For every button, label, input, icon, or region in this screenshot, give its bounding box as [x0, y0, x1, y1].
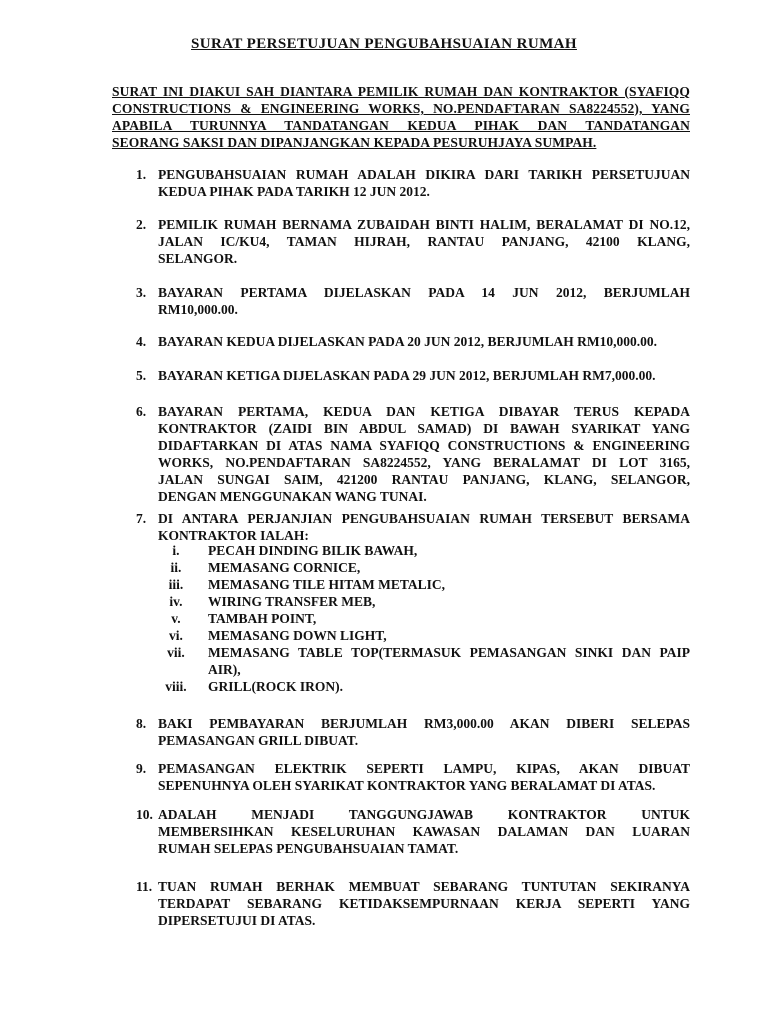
clause-text: [158, 878, 690, 929]
clause-line: JALAN IC/KU4, TAMAN HIJRAH, RANTAU PANJANG, 42100 KLANG,: [158, 234, 690, 249]
clause-line: BAKI PEMBAYARAN BERJUMLAH RM3,000.00 AKAN DIBERI SELEPAS: [158, 716, 690, 731]
clause-line: MEMASANG DOWN LIGHT,: [208, 628, 387, 643]
clause-number: 5.: [136, 368, 147, 383]
sub-item-numeral: vii.: [167, 645, 185, 660]
sub-item-numeral: vi.: [169, 628, 183, 643]
clause-line: KEDUA PIHAK PADA TARIKH 12 JUN 2012.: [158, 184, 430, 199]
sub-item-text: [208, 678, 690, 695]
clause-line: DI ANTARA PERJANJIAN PENGUBAHSUAIAN RUMAH TERSEBUT BERSAMA: [158, 511, 690, 526]
clause-line: BAYARAN KETIGA DIJELASKAN PADA 29 JUN 2012, BERJUMLAH RM7,000.00.: [158, 368, 656, 383]
clause-text: [158, 403, 690, 505]
intro-paragraph: [112, 83, 690, 151]
clause-line: RM10,000.00.: [158, 302, 238, 317]
intro-line: CONSTRUCTIONS & ENGINEERING WORKS, NO.PENDAFTARAN SA8224552), YANG: [112, 101, 690, 116]
clause-line: TERDAPAT SEBARANG KETIDAKSEMPURNAAN KERJA SEPERTI YANG: [158, 896, 690, 911]
clause-line: SELANGOR.: [158, 251, 238, 266]
clause-line: TAMBAH POINT,: [208, 611, 317, 626]
clause-text: [158, 216, 690, 267]
clause-line: PENGUBAHSUAIAN RUMAH ADALAH DIKIRA DARI TARIKH PERSETUJUAN: [158, 167, 690, 182]
clause-text: [158, 166, 690, 200]
clause-line: DENGAN MENGGUNAKAN WANG TUNAI.: [158, 489, 427, 504]
clause-line: MEMASANG TILE HITAM METALIC,: [208, 577, 446, 592]
clause-line: GRILL(ROCK IRON).: [208, 679, 344, 694]
sub-item-text: [208, 593, 690, 610]
sub-item-text: [208, 627, 690, 644]
clause-line: MEMBERSIHKAN KESELURUHAN KAWASAN DALAMAN DAN LUARAN: [158, 824, 690, 839]
clause-line: PEMASANGAN ELEKTRIK SEPERTI LAMPU, KIPAS, AKAN DIBUAT: [158, 761, 690, 776]
clause-number: 4.: [136, 334, 147, 349]
clause-line: ADALAH MENJADI TANGGUNGJAWAB KONTRAKTOR UNTUK: [158, 807, 690, 822]
sub-item-numeral: iii.: [168, 577, 184, 592]
sub-item-numeral: viii.: [165, 679, 187, 694]
intro-line: SEORANG SAKSI DAN DIPANJANGKAN KEPADA PESURUHJAYA SUMPAH.: [112, 135, 597, 150]
clause-text: [158, 367, 690, 384]
sub-item-numeral: v.: [171, 611, 181, 626]
sub-item-numeral: i.: [172, 543, 180, 558]
clause-text: [158, 284, 690, 318]
sub-item-text: [208, 610, 690, 627]
clause-text: [158, 715, 690, 749]
clause-line: BAYARAN PERTAMA DIJELASKAN PADA 14 JUN 2012, BERJUMLAH: [158, 285, 690, 300]
sub-item-numeral: ii.: [170, 560, 182, 575]
sub-item-text: [208, 542, 690, 559]
intro-line: SURAT INI DIAKUI SAH DIANTARA PEMILIK RUMAH DAN KONTRAKTOR (SYAFIQQ: [112, 84, 690, 99]
clause-line: AIR),: [208, 662, 241, 677]
clause-line: JALAN SUNGAI SAIM, 421200 RANTAU PANJANG, KLANG, SELANGOR,: [158, 472, 690, 487]
intro-line: APABILA TURUNNYA TANDATANGAN KEDUA PIHAK DAN TANDATANGAN: [112, 118, 690, 133]
clause-line: WIRING TRANSFER MEB,: [208, 594, 376, 609]
clause-number: 8.: [136, 716, 147, 731]
clause-number: 2.: [136, 217, 147, 232]
clause-number: 3.: [136, 285, 147, 300]
clause-number: 10.: [136, 807, 153, 822]
clause-line: RUMAH SELEPAS PENGUBAHSUAIAN TAMAT.: [158, 841, 459, 856]
clause-line: PEMILIK RUMAH BERNAMA ZUBAIDAH BINTI HALIM, BERALAMAT DI NO.12,: [158, 217, 690, 232]
clause-text: [158, 806, 690, 857]
sub-item-text: [208, 644, 690, 678]
clause-line: DIDAFTARKAN DI ATAS NAMA SYAFIQQ CONSTRUCTIONS & ENGINEERING: [158, 438, 690, 453]
clause-line: BAYARAN PERTAMA, KEDUA DAN KETIGA DIBAYAR TERUS KEPADA: [158, 404, 690, 419]
sub-item-text: [208, 559, 690, 576]
clause-number: 9.: [136, 761, 147, 776]
clause-line: WORKS, NO.PENDAFTARAN SA8224552, YANG BERALAMAT DI LOT 3165,: [158, 455, 690, 470]
clause-line: PEMASANGAN GRILL DIBUAT.: [158, 733, 359, 748]
clause-line: SEPENUHNYA OLEH SYARIKAT KONTRAKTOR YANG BERALAMAT DI ATAS.: [158, 778, 656, 793]
clause-text: [158, 760, 690, 794]
sub-item-text: [208, 576, 690, 593]
clause-text: [158, 510, 690, 544]
clause-number: 7.: [136, 511, 147, 526]
clause-line: MEMASANG CORNICE,: [208, 560, 361, 575]
clause-number: 1.: [136, 167, 147, 182]
clause-line: KONTRAKTOR (ZAIDI BIN ABDUL SAMAD) DI BAWAH SYARIKAT YANG: [158, 421, 690, 436]
clause-line: MEMASANG TABLE TOP(TERMASUK PEMASANGAN SINKI DAN PAIP: [208, 645, 690, 660]
clause-number: 6.: [136, 404, 147, 419]
clause-line: TUAN RUMAH BERHAK MEMBUAT SEBARANG TUNTUTAN SEKIRANYA: [158, 879, 690, 894]
clause-line: PECAH DINDING BILIK BAWAH,: [208, 543, 418, 558]
clause-text: [158, 333, 690, 350]
sub-item-numeral: iv.: [169, 594, 183, 609]
clause-number: 11.: [136, 879, 153, 894]
document-title: SURAT PERSETUJUAN PENGUBAHSUAIAN RUMAH: [191, 36, 577, 52]
clause-line: DIPERSETUJUI DI ATAS.: [158, 913, 316, 928]
clause-line: BAYARAN KEDUA DIJELASKAN PADA 20 JUN 2012, BERJUMLAH RM10,000.00.: [158, 334, 658, 349]
clause-line: KONTRAKTOR IALAH:: [158, 528, 309, 543]
